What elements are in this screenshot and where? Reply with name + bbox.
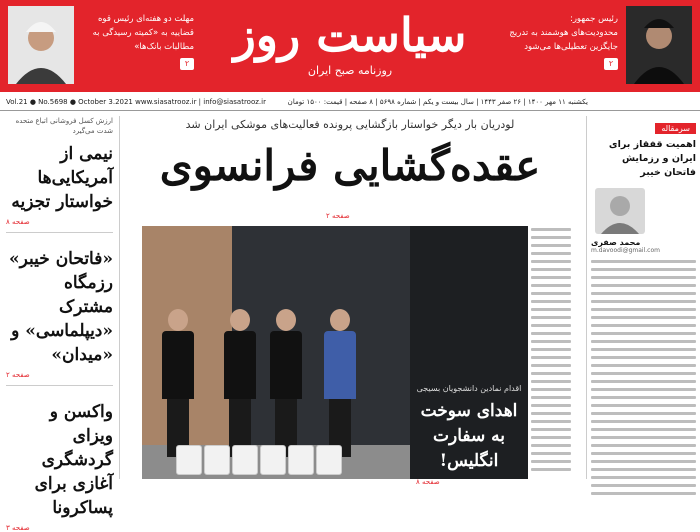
main-headline[interactable]: عقده‌گشایی فرانسوی (159, 141, 541, 190)
fuel-container (176, 445, 202, 475)
side-story-3-headline[interactable]: واکسن و ویزای گردشگری آغازی برای پساکرونا (34, 402, 113, 518)
left-teaser-page: ۲ (180, 58, 194, 70)
author-photo (595, 188, 645, 234)
divider (6, 232, 113, 233)
author-portrait-icon (595, 188, 645, 234)
editorial-title[interactable]: اهمیت قفقاز برای ایران و رزمایش فاتحان خیبر (608, 139, 696, 178)
issue-contacts[interactable]: Vol.21 ● No.5698 ● October 3.2021 www.siasatrooz.ir | info@siasatrooz.ir (6, 98, 266, 106)
right-teaser-page: ۲ (604, 58, 618, 70)
divider (6, 385, 113, 386)
student-figure (162, 309, 194, 459)
logo-name: سیاست روز (233, 8, 467, 62)
photo-page: صفحه ۸ (416, 478, 440, 486)
photo-title: اهدای سوخت به سفارت انگلیس! (420, 401, 518, 471)
logo-subtitle: روزنامه صبح ایران (307, 64, 393, 77)
editorial-column (586, 116, 696, 479)
main-photo[interactable] (142, 226, 410, 479)
student-figure (270, 309, 302, 459)
right-teaser-title: رئیس جمهور: (569, 14, 618, 24)
right-teaser-text: محدودیت‌های هوشمند به تدریج جایگزین تعطیلی‌ها می‌شود (509, 28, 618, 52)
side-story-2-page: صفحه ۲ (6, 371, 30, 379)
issue-info-bar (0, 95, 700, 111)
editorial-body (591, 260, 696, 495)
student-figure (324, 309, 356, 459)
main-headline-page: صفحه ۲ (326, 212, 350, 220)
fuel-container (260, 445, 286, 475)
fuel-container (316, 445, 342, 475)
left-teaser[interactable] (84, 12, 194, 71)
judiciary-chief-photo (8, 6, 74, 84)
side-stories-column (0, 116, 120, 532)
side-story-1-headline[interactable]: نیمی از آمریکایی‌ها خواستار تجزیه (11, 144, 113, 212)
newspaper-logo (220, 6, 480, 78)
side-kicker: ارزش کسل فروشانی اتباع متحده شدت می‌گیرد (15, 117, 113, 135)
author-name: محمد صفری (591, 238, 641, 247)
main-superhead: لودریان بار دیگر خواستار بازگشایی پرونده فعالیت‌های موشکی ایران شد (185, 118, 515, 131)
photo-caption-box[interactable] (410, 226, 528, 486)
president-photo (626, 6, 692, 84)
issue-date: یکشنبه ۱۱ مهر ۱۴۰۰ | ۲۶ صفر ۱۴۴۳ | سال بیست و یکم | شماره ۵۶۹۸ | ۸ صفحه | قیمت: ۱۵۰۰ تومان (287, 98, 588, 106)
left-teaser-text: مهلت دو هفته‌ای رئیس قوه قضاییه به «کمیته رسیدگی به مطالبات بانک‌ها» (92, 14, 194, 52)
fuel-container (288, 445, 314, 475)
student-figure (224, 309, 256, 459)
portrait-icon (8, 6, 74, 84)
portrait-icon (626, 6, 692, 84)
fuel-container (204, 445, 230, 475)
photo-kicker: اقدام نمادین دانشجویان بسیجی (416, 384, 522, 393)
author-email: m.davoodi@gmail.com (591, 247, 660, 254)
side-story-1-page: صفحه ۸ (6, 218, 30, 226)
side-story-3-page: صفحه ۳ (6, 524, 30, 532)
editorial-tag: سرمقاله (655, 123, 696, 134)
masthead (0, 0, 700, 92)
right-teaser[interactable] (498, 12, 618, 71)
center-text-column (528, 226, 574, 479)
embassy-gate (232, 226, 410, 446)
fuel-container (232, 445, 258, 475)
side-story-2-headline[interactable]: «فاتحان خیبر» رزمگاه مشترک «دیپلماسی» و «میدان» (9, 249, 113, 365)
main-story-area (126, 116, 574, 486)
